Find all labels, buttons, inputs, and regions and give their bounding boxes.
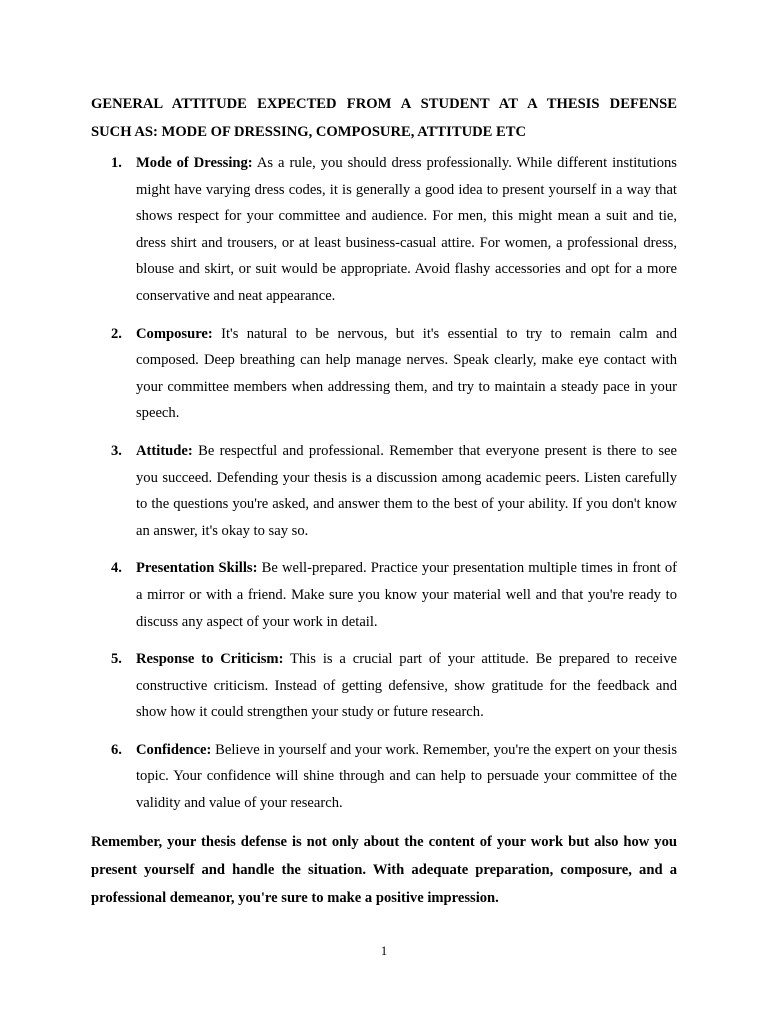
list-item-label: Response to Criticism: [136,651,284,668]
list-item-confidence [91,737,677,817]
list-item-text: As a rule, you should dress professionally. While different institutions might have varying dress codes, it is generally a good idea to present yourself in a way that shows respect for your committee and audience. For men, this might mean a suit and tie, dress shirt and trousers, or at least business-casual attire. For women, a professional dress, blouse and skirt, or suit would be appropriate. Avoid flashy accessories and opt for a more conservative and neat appearance. [136,155,677,304]
list-item-mode-of-dressing [91,150,677,310]
list-item-label: Composure: [136,325,213,342]
list-item-composure [91,321,677,427]
list-item-label: Mode of Dressing: [136,155,253,171]
list-item-number: 6. [111,741,122,758]
page-number: 1 [380,944,388,958]
list-item-label: Confidence: [136,741,212,758]
list-item-number: 2. [111,325,122,342]
list-item-response-to-criticism [91,646,677,726]
heading-line-1: GENERAL ATTITUDE EXPECTED FROM A STUDENT AT A THESIS DEFENSE [91,96,677,112]
list-item-number: 5. [111,651,122,668]
list-item-label: Presentation Skills: [136,560,258,577]
list-item-number: 3. [111,442,122,459]
document-heading [91,90,677,146]
list-item-text: It's natural to be nervous, but it's essential to try to remain calm and composed. Deep breathing can help manage nerves. Speak clearly, make eye contact with your committee members when addressing them, and try to maintain a steady pace in your speech. [136,325,677,422]
list-item-presentation-skills [91,555,677,635]
list-item-text: Believe in yourself and your work. Remember, you're the expert on your thesis topic. Your confidence will shine through and can help to persuade your committee of the validity and value of your research. [136,741,677,812]
list-item-text: Be well-prepared. Practice your presentation multiple times in front of a mirror or with a friend. Make sure you know your material well and that you're ready to discuss any aspect of your work in detail. [136,560,677,630]
attitude-list [91,150,677,817]
list-item-attitude [91,438,677,544]
list-item-label: Attitude: [136,442,193,459]
list-item-number: 1. [111,155,122,171]
closing-paragraph: Remember, your thesis defense is not only about the content of your work but also how you present yourself and handle the situation. With adequate preparation, composure, and a professional demeanor, you're sure to make a positive impression. [91,833,677,906]
list-item-number: 4. [111,560,122,577]
heading-line-2: SUCH AS: MODE OF DRESSING, COMPOSURE, ATTITUDE ETC [91,124,527,140]
list-item-text: Be respectful and professional. Remember that everyone present is there to see you succeed. Defending your thesis is a discussion among academic peers. Listen carefully to the questions you're asked, and answer them to the best of your ability. If you don't know an answer, it's okay to say so. [136,442,677,539]
list-item-text: This is a crucial part of your attitude. Be prepared to receive constructive criticism. Instead of getting defensive, show gratitude for the feedback and show how it could strengthen your study or future research. [136,651,677,721]
